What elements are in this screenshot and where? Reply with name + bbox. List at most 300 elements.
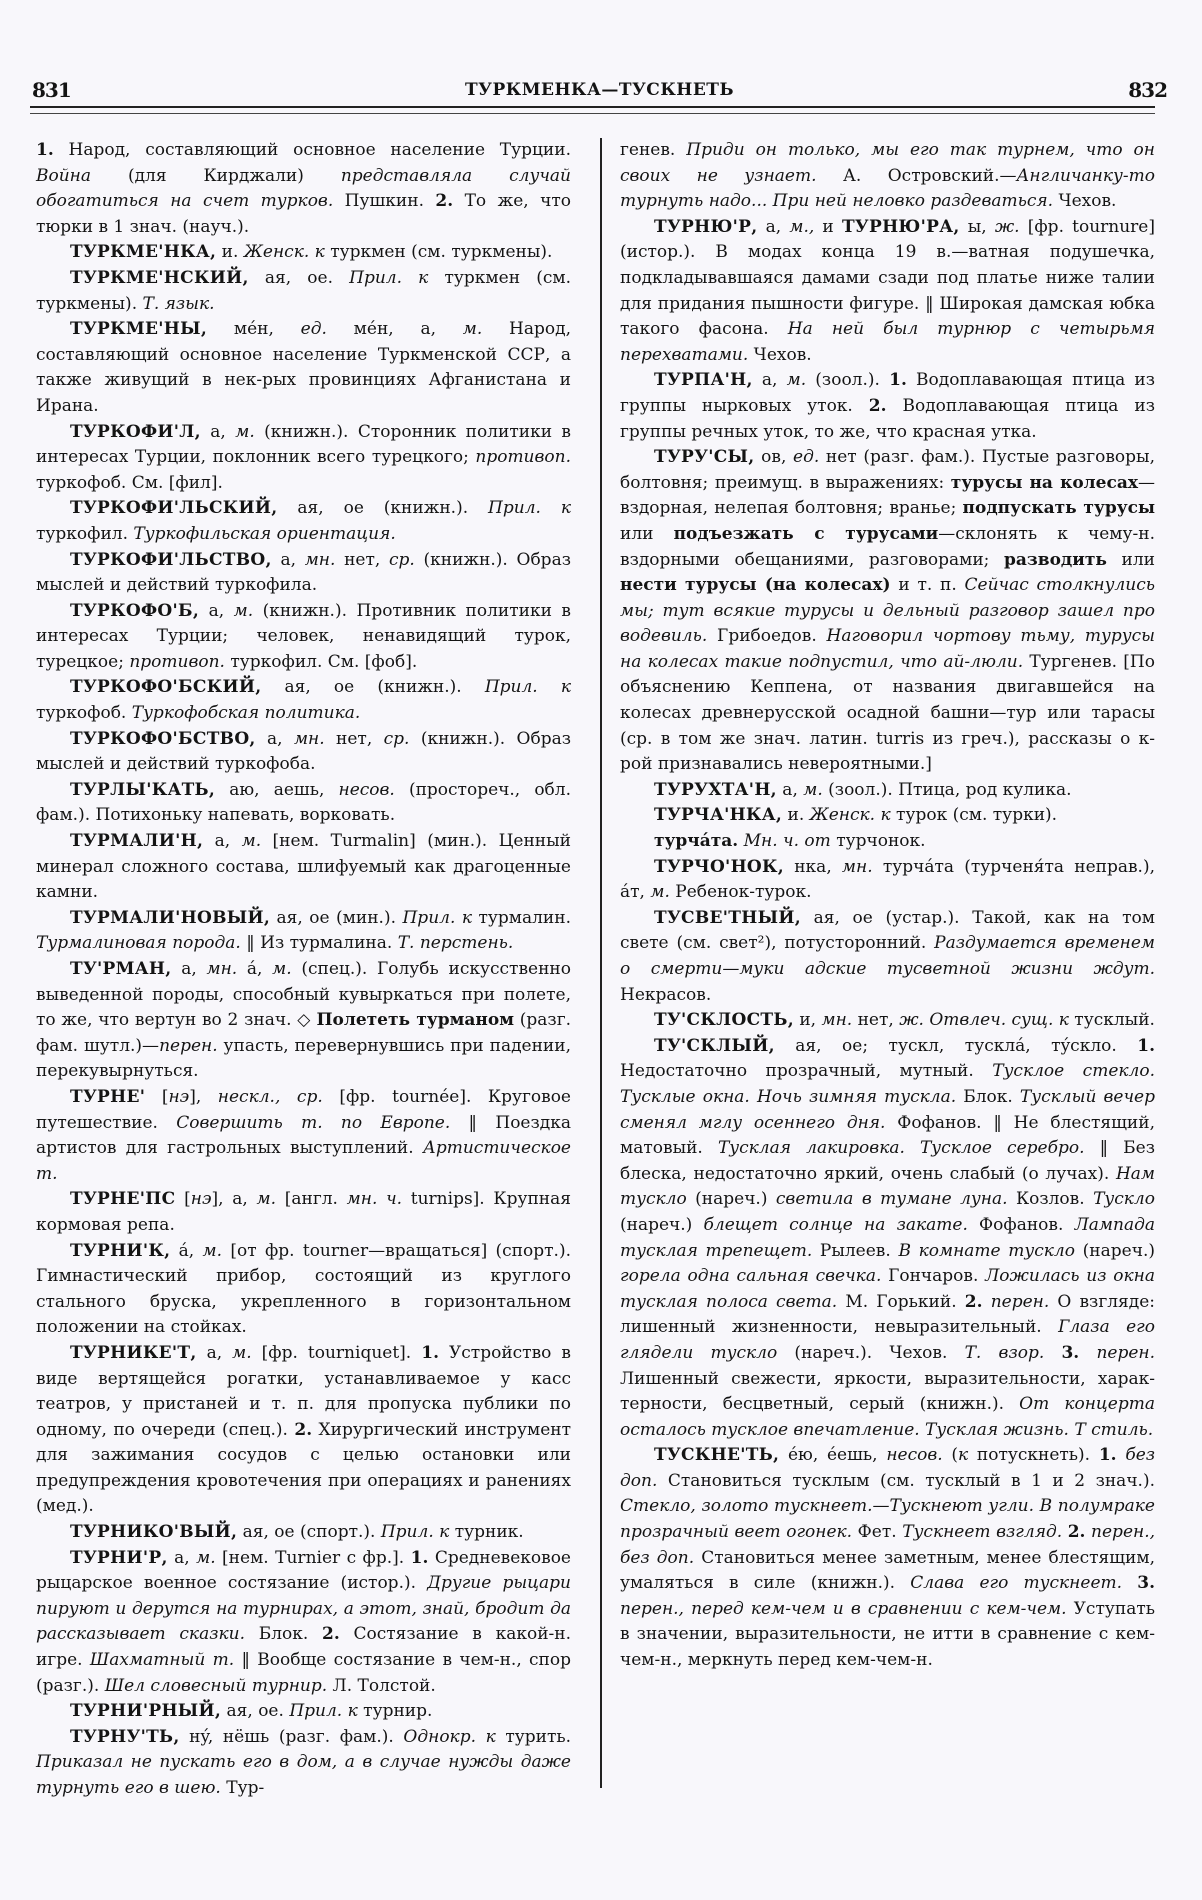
italic-text: Однокр. к [403,1726,496,1747]
text: То же, что тюрки в 1 знач. (науч.). [36,191,571,237]
text: а, [196,1342,233,1363]
headword: ТУРКМЕ'НСКИЙ, [70,267,249,288]
italic-text: Шел словесный турнир. [104,1675,328,1696]
italic-text: нескл., ср. [217,1086,323,1107]
text [1122,1573,1137,1593]
italic-text: На ней был турнюр с четырьмя перехватами. [620,319,1155,365]
headword: ТУРНИКЕ'Т, [70,1342,197,1363]
text: (нареч.) [1075,1240,1155,1261]
italic-text: Тускнеет взгляд. [902,1522,1063,1543]
italic-text: Туркофобская политика. [131,703,361,724]
italic-text: ср. [383,728,410,749]
italic-text: м. [803,779,823,800]
headword: ТУРКОФО'БСТВО, [70,728,256,749]
headword: ТУРКМЕ'НКА, [70,242,217,263]
text: (книжн.). Сторонник политики в интересах Турции, поклонник всего турецкого; [36,421,571,468]
dictionary-entry [620,1443,1155,1673]
italic-text: ср. [388,549,415,570]
text: (зоол.). Птица, род кулика. [822,779,1072,800]
italic-text: м. [202,1240,223,1261]
text: аю, аешь, [215,779,339,800]
text: (простореч., обл. фам.). Потихоньку напевать, ворковать. [36,779,571,826]
italic-text: м., [789,216,815,237]
text: [ [145,1086,169,1107]
italic-text: перен. [1096,1342,1155,1363]
text: Народ, составляющий основное население Туркменской ССР, а также живущий в нек-рых провинциях Афганистана и Ирана. [36,319,571,416]
text [1044,1343,1061,1363]
italic-text: м. [196,1547,216,1568]
headword: ТУРНИ'РНЫЙ, [70,1701,222,1722]
text: и т. п. [890,575,965,596]
bold-text: 1. [36,140,54,160]
headword: ТУРМАЛИ'Н, [70,831,204,852]
text: потускнеть). [968,1445,1099,1466]
text: [англ. [276,1189,347,1210]
bold-text: 1. [889,370,907,391]
text: Фет. [852,1522,903,1543]
running-head-title: ТУРКМЕНКА—ТУСКНЕТЬ [465,80,734,100]
text: нка, [784,856,842,877]
bold-text: 2. [322,1624,340,1645]
italic-text: несов. [338,779,395,800]
dictionary-entry [36,957,571,1085]
italic-text: м. [256,1189,277,1210]
text: тусклый. [1068,1010,1155,1031]
italic-text: м. [235,421,255,442]
text: туркофил. См. [фоб]. [224,651,418,672]
italic-text: мн. [304,549,336,570]
text: —вздорная, нелепая болтовня; вранье; [620,472,1155,519]
bold-text: 1. [1098,1445,1117,1466]
text: и, [793,1010,822,1031]
text: а, [757,216,790,237]
dictionary-entry [36,906,571,957]
italic-text: нэ [190,1189,212,1210]
text: ая, ое (книжн.). [277,498,489,519]
headword: ТУРНЮ'РА, [841,216,960,237]
italic-text: Прил. к [484,677,571,698]
italic-text: От концерта осталось тусклое впечатление. Тусклая жизнь. Т стиль. [620,1394,1155,1440]
text: (нареч.). Чехов. [777,1342,965,1363]
italic-text: Глаза его глядели тускло [620,1317,1155,1363]
text: ], [189,1086,218,1107]
text: Некрасов. [620,984,712,1005]
text: или [1106,549,1155,570]
text: ая, ое. [248,267,350,288]
text: Водоплавающая птица из группы речных уток, то же, что красная утка. [620,395,1155,442]
italic-text: Совершить т. по Европе. [176,1112,451,1133]
text: ая, ое; тускл, тусклá, тýскло. [774,1035,1138,1056]
dictionary-entry [620,445,1155,778]
text: туркофоб. [36,703,132,724]
italic-text: Артистическое т. [36,1138,571,1184]
italic-text: Тускло [1093,1189,1155,1210]
text: Народ, составляющий основное население Турции. [53,140,571,160]
italic-text: Нам тускло [620,1163,1155,1210]
text: Блок. [245,1624,323,1645]
italic-text: перен. [159,1035,218,1056]
text: турник. [449,1522,524,1543]
header-rule [30,106,1155,114]
italic-text: Приди он только, мы его так турнем, что он своих не узнает. [620,140,1155,186]
headword: ТУРНЕ' [70,1086,146,1107]
italic-text: Женск. к [809,805,891,826]
italic-text: Приказал не пускать его в дом, а в случае нужды даже турнуть его в шею. [36,1752,571,1798]
italic-text: Мн. ч. от [743,831,831,852]
italic-text: м. [786,370,807,391]
text: Козлов. [1007,1189,1094,1210]
italic-text: м. [241,831,262,852]
italic-text: без доп. [620,1445,1156,1491]
headword: ТУРУ'СЫ, [654,447,755,468]
text: [от фр. tourner—вращаться] (спорт.). Гимнастический прибор, состоящий из круглого стального бруска, укрепленного в горизонтальном положении на стойках. [36,1240,571,1338]
headword: ТУРНУ'ТЬ, [70,1726,180,1747]
text: а, [255,728,294,749]
dictionary-entry [620,1008,1155,1034]
text: ая, ое (мин.). [270,907,403,928]
text: ‖ Поездка артистов для гастрольных выступлений. [36,1112,571,1159]
text: а, [167,1547,197,1568]
italic-text: Т. взор. [964,1342,1045,1363]
text [1117,1445,1126,1465]
italic-text: Прил. к [380,1522,450,1543]
bold-text: 2. [435,191,454,212]
text: турок (см. турки). [890,805,1058,826]
entry-continuation [36,138,571,240]
text: Л. Толстой. [327,1675,436,1696]
italic-text: перен., без доп. [620,1522,1156,1568]
text: турчонок. [830,831,926,852]
headword: ТУСКНЕ'ТЬ, [654,1445,780,1466]
bold-text: 3. [1061,1342,1080,1363]
italic-text: Наговорил чортову тьму, турусы на колесах такие подпустил, что ай-люли. [620,626,1155,672]
italic-text: мн. [821,1010,853,1031]
italic-text: несов. [886,1445,943,1466]
text: á, [237,959,273,979]
italic-text: ж. [994,216,1020,237]
headword: ТУРУХТА'Н, [654,779,777,800]
headword: ТУРКОФИ'ЛЬСКИЙ, [70,498,278,519]
text: [фр. tournure] (истор.). В модах конца 19 в.—ватная подушечка, подкладывавшаяся дамами сзади под платье ниже талии для придания пышности фигуре. ‖ Широкая дамская юбка такого фасона. [620,216,1155,340]
text: нý, нёшь (разг. фам.). [179,1726,404,1747]
text: Состязание в какой-н. игре. [36,1624,571,1671]
headword: ТУ'СКЛЫЙ, [654,1035,775,1056]
text: нет, [335,549,389,570]
headword: ТУРКОФИ'Л, [70,421,201,442]
italic-text: Тусклое стекло. Тусклые окна. Ночь зимняя тускла. [620,1061,1155,1107]
text: Рылеев. [812,1240,899,1261]
italic-text: перен., перед кем-чем и в сравнении с кем-чем. [620,1598,1067,1619]
dictionary-entry [620,368,1155,445]
text: Грибоедов. [707,626,827,647]
text: а, [271,549,305,570]
italic-text: м. [233,600,254,621]
italic-text: м. [462,319,483,340]
dictionary-entry [36,1699,571,1725]
text: А. Островский.— [816,165,1017,186]
headword: ТУРЛЫ'КАТЬ, [70,779,216,800]
dictionary-entry [36,548,571,599]
dictionary-entry [36,496,571,547]
dictionary-entry [36,1725,571,1802]
dictionary-entry [620,778,1155,804]
italic-text: Англичанку-то турнуть надо... При ней неловко раздеваться. [620,165,1155,212]
text: ‖ Из турмалина. [240,933,398,954]
headword: ТУРКОФИ'ЛЬСТВО, [70,549,272,570]
italic-text: Сейчас столкнулись мы; тут всякие турусы и дельный разговор зашел про водевиль. [620,575,1155,647]
dictionary-entry [36,1341,571,1520]
text: ], а, [211,1189,257,1210]
bold-text: подпускать турусы [962,498,1155,519]
text: мéн, а, [326,319,463,340]
text: (книжн.). Образ мыслей и действий туркофила. [36,549,571,596]
dictionary-entry [620,855,1155,906]
text: Фофанов. ‖ Не блестящий, матовый. [620,1112,1155,1159]
bold-text: подъезжать с турусами [673,523,939,544]
text: Устройство в виде вертящейся рогатки, устанавливаемое у касс театров, у пристаней и т. п. для пропуска публики по одному, по очереди (спец.). [36,1342,571,1440]
text: Блок. [956,1086,1020,1107]
text [1079,1343,1096,1363]
bold-text: 2. [294,1419,313,1440]
text: Тургенев. [По объяснению Кеппена, от названия двигавшейся на колесах древнерусской осадной башни—тур или тарасы (ср. в том же знач. латин. turris из греч.), рассказы о к-рой признавались невероятными.] [620,651,1155,775]
headword: ТУСВЕ'ТНЫЙ, [654,907,801,928]
text: Тур- [220,1778,265,1798]
text: [нем. Turmalin] (мин.). Ценный минерал сложного состава, шлифуемый как драгоценные камни. [36,831,571,903]
dictionary-entry [620,1034,1155,1444]
italic-text: Т. язык. [142,293,215,314]
italic-text: Т. перстень. [397,933,514,954]
headword: ТУ'СКЛОСТЬ, [654,1010,794,1031]
entry-continuation [620,138,1155,215]
text: турнир. [357,1701,433,1722]
italic-text: Ложилась из окна тусклая полоса света. [620,1266,1155,1312]
text: [фр. tournée]. Круговое путешествие. [36,1086,571,1133]
dictionary-entry [36,1187,571,1238]
italic-text: Раздумается временем о смерти—муки адские тусветной жизни ждут. [620,933,1155,979]
bold-text: 1. [421,1342,439,1363]
italic-text: В комнате тускло [898,1240,1075,1261]
text: и. [782,805,810,826]
headword: ТУРПА'Н, [654,370,753,391]
italic-text: Лампада тусклая трепещет. [620,1214,1155,1261]
dictionary-entry [36,420,571,497]
text: éю, éешь, [779,1445,887,1466]
text: Гончаров. [881,1266,986,1287]
dictionary-entry [36,240,571,266]
italic-text: горела одна сальная свечка. [620,1266,882,1287]
dictionary-entry [36,1546,571,1700]
headword: ТУРНЕ'ПС [70,1189,176,1210]
text: Фофанов. [967,1214,1075,1235]
text: turnips]. Крупная кормовая репа. [36,1189,571,1235]
text: или [620,523,674,544]
text: Лишенный свежести, яркости, выразительности, характерности, бесцветный, серый (книжн.). [620,1368,1155,1415]
bold-text: разводить [1004,549,1107,570]
italic-text: Война [36,165,92,186]
italic-text: мн. [206,959,238,979]
text [983,1292,991,1312]
italic-text: мн. ч. [346,1189,403,1210]
headword: ТУ'РМАН, [70,959,172,979]
bold-text: 2. [1067,1522,1086,1543]
text: Чехов. [1053,191,1117,212]
text: [нем. Turnier с фр.]. [215,1547,411,1568]
dictionary-entry [36,266,571,317]
italic-text: Прил. к [488,498,571,519]
headword: ТУРЧА'НКА, [654,805,783,826]
headword: ТУРНИ'Р, [70,1547,168,1568]
italic-text: Стекло, золото тускнеет.—Тускнеют угли. В полумраке прозрачный веет огонек. [620,1496,1155,1543]
text: а, [203,831,242,852]
text: нет, [324,728,384,749]
text: Становиться менее заметным, менее блестящим, умаляться в силе (книжн.). [620,1547,1155,1594]
text: а, [200,421,236,442]
bold-text: 2. [868,395,887,416]
text: (книжн.). Образ мыслей и действий туркофоба. [36,728,571,775]
italic-text: Турмалиновая порода. [36,933,241,954]
dictionary-entry [36,1520,571,1546]
italic-text: блещет солнце на закате. [703,1214,968,1235]
text: а, [199,600,234,621]
dictionary-entry [36,599,571,676]
text: Хирургический инструмент для зажимания сосудов с целью остановки или предупреждения кровотечения при операциях и ранениях (мед.). [36,1419,571,1517]
italic-text: Прил. к [349,267,429,288]
dictionary-entry [36,778,571,829]
headword: ТУРНЮ'Р, [654,216,758,237]
bold-text: нести турусы (на колесах) [620,575,891,596]
dictionary-entry [36,675,571,726]
text: (нареч.) [620,1214,704,1235]
text: генев. [620,140,687,160]
italic-text: Тусклая лакировка. Тусклое серебро. [717,1138,1085,1159]
dictionary-entry [36,317,571,419]
dictionary-entry [36,829,571,906]
bold-text: 2. [964,1291,983,1312]
italic-text: мн. [293,728,325,749]
text: нет (разг. фам.). Пустые разговоры, болтовня; преимущ. в выражениях: [620,447,1155,493]
right-column [620,138,1155,1674]
text: О взгляде: лишенный жизненности, невыразительный. [620,1291,1156,1338]
italic-text: нэ [168,1086,190,1107]
text: (разг. фам. шутл.)— [36,1010,571,1056]
italic-text: к [958,1445,969,1466]
headword: ТУРКОФО'Б, [70,600,200,621]
headword: ТУРКМЕ'НЫ, [70,319,208,340]
text: а, [171,959,207,979]
text: ая, ое. [221,1701,290,1722]
text: ая, ое (спорт.). [237,1522,381,1543]
text: á, [170,1240,203,1261]
text: ‖ Без блеска, недостаточно яркий, очень слабый (о лучах). [620,1138,1155,1184]
text: ая, ое (книжн.). [261,677,485,698]
text: ая, ое (устар.). Такой, как на том свете (см. свет²), потусторонний. [620,907,1155,954]
text: упасть, перевернувшись при падении, перекувырнуться. [36,1035,572,1082]
text: туркофил. [36,523,134,544]
text: Средневековое рыцарское военное состязание (истор.). [36,1547,571,1594]
bold-text: 1. [410,1547,429,1568]
text: Водоплавающая птица из группы нырковых уток. [620,370,1155,416]
italic-text: ед. [300,319,327,340]
italic-text: Прил. к [402,907,472,928]
headword: ТУРМАЛИ'НОВЫЙ, [70,907,271,928]
italic-text: ж. Отвлеч. сущ. к [899,1010,1069,1031]
text: ‖ Вообще состязание в чем-н., спор (разг.). [36,1650,571,1696]
text: (для Кирджали) [91,165,341,186]
dictionary-entry [620,803,1155,829]
italic-text: м. [650,882,670,903]
italic-text: Женск. к [243,242,325,263]
italic-text: м. [232,1342,252,1363]
bold-text: 1. [1137,1035,1155,1056]
text: (зоол.). [806,370,890,391]
italic-text: противоп. [129,651,225,672]
text: мéн, [207,319,301,340]
text: а, [776,779,804,800]
text: —склонять к чему-н. вздорными обещаниями, разговорами; [620,523,1155,570]
italic-text: перен. [990,1291,1050,1312]
dictionary-entry [620,829,1155,855]
text: Уступать в значении, выразительности, не итти в сравнение с кем-чем-н., меркнуть перед кем-чем-н. [620,1598,1155,1671]
page-header [32,78,1167,108]
text: М. Горький. [837,1291,965,1312]
bold-text: турчáта. [654,831,739,852]
dictionary-entry [36,1239,571,1341]
italic-text: мн. [841,856,873,877]
text: нет, [852,1010,900,1031]
text: [фр. tourniquet]. [251,1342,422,1363]
italic-text: Другие рыцари пируют и дерутся на турнирах, а этот, знай, бродит да рассказывает сказки. [36,1573,571,1645]
bold-text: Полететь турманом [316,1010,514,1031]
text: Ребенок-турок. [669,882,812,903]
italic-text: м. [272,959,292,979]
text: туркмен (см. туркмены). [324,242,553,263]
text: (спец.). Голубь искусственно выведенной породы, способный кувыркаться при полете, то же, что вертун во 2 знач. ◇ [36,959,571,1031]
text: (нареч.) [686,1189,776,1210]
text: туркмен (см. туркмены). [36,267,571,314]
italic-text: Туркофильская ориентация. [133,523,396,544]
dictionary-entry [620,215,1155,369]
text: ( [942,1445,958,1466]
text: Чехов. [748,344,812,365]
bold-text: 3. [1137,1573,1155,1594]
text: турить. [495,1726,572,1747]
text: и [814,216,842,237]
italic-text: ед. [793,447,820,468]
headword: ТУРНИКО'ВЫЙ, [70,1522,238,1543]
bold-text: турусы на колесах [950,472,1138,493]
text: турчáта (турченя́та неправ.), áт, [620,856,1155,903]
text: [ [175,1189,191,1210]
text: и. [216,242,244,263]
italic-text: Шахматный т. [89,1650,235,1671]
text: турмалин. [472,907,571,928]
page-number-left: 831 [32,78,71,102]
italic-text: противоп. [475,447,571,468]
headword: ТУРКОФО'БСКИЙ, [70,677,262,698]
text: ы, [959,216,995,237]
italic-text: Слава его тускнеет. [910,1573,1123,1594]
text: (книжн.). Противник политики в интересах Турции; человек, ненавидящий турок, турецкое; [36,600,571,672]
dictionary-entry [36,727,571,778]
column-divider [600,138,602,1788]
text: Недостаточно прозрачный, мутный. [620,1061,993,1082]
dictionary-entry [36,1085,571,1187]
page-number-right: 832 [1128,78,1167,102]
left-column [36,138,571,1802]
text: Пушкин. [333,191,436,212]
italic-text: представляла случай обогатиться на счет турков. [36,165,571,212]
text: ов, [754,447,794,468]
